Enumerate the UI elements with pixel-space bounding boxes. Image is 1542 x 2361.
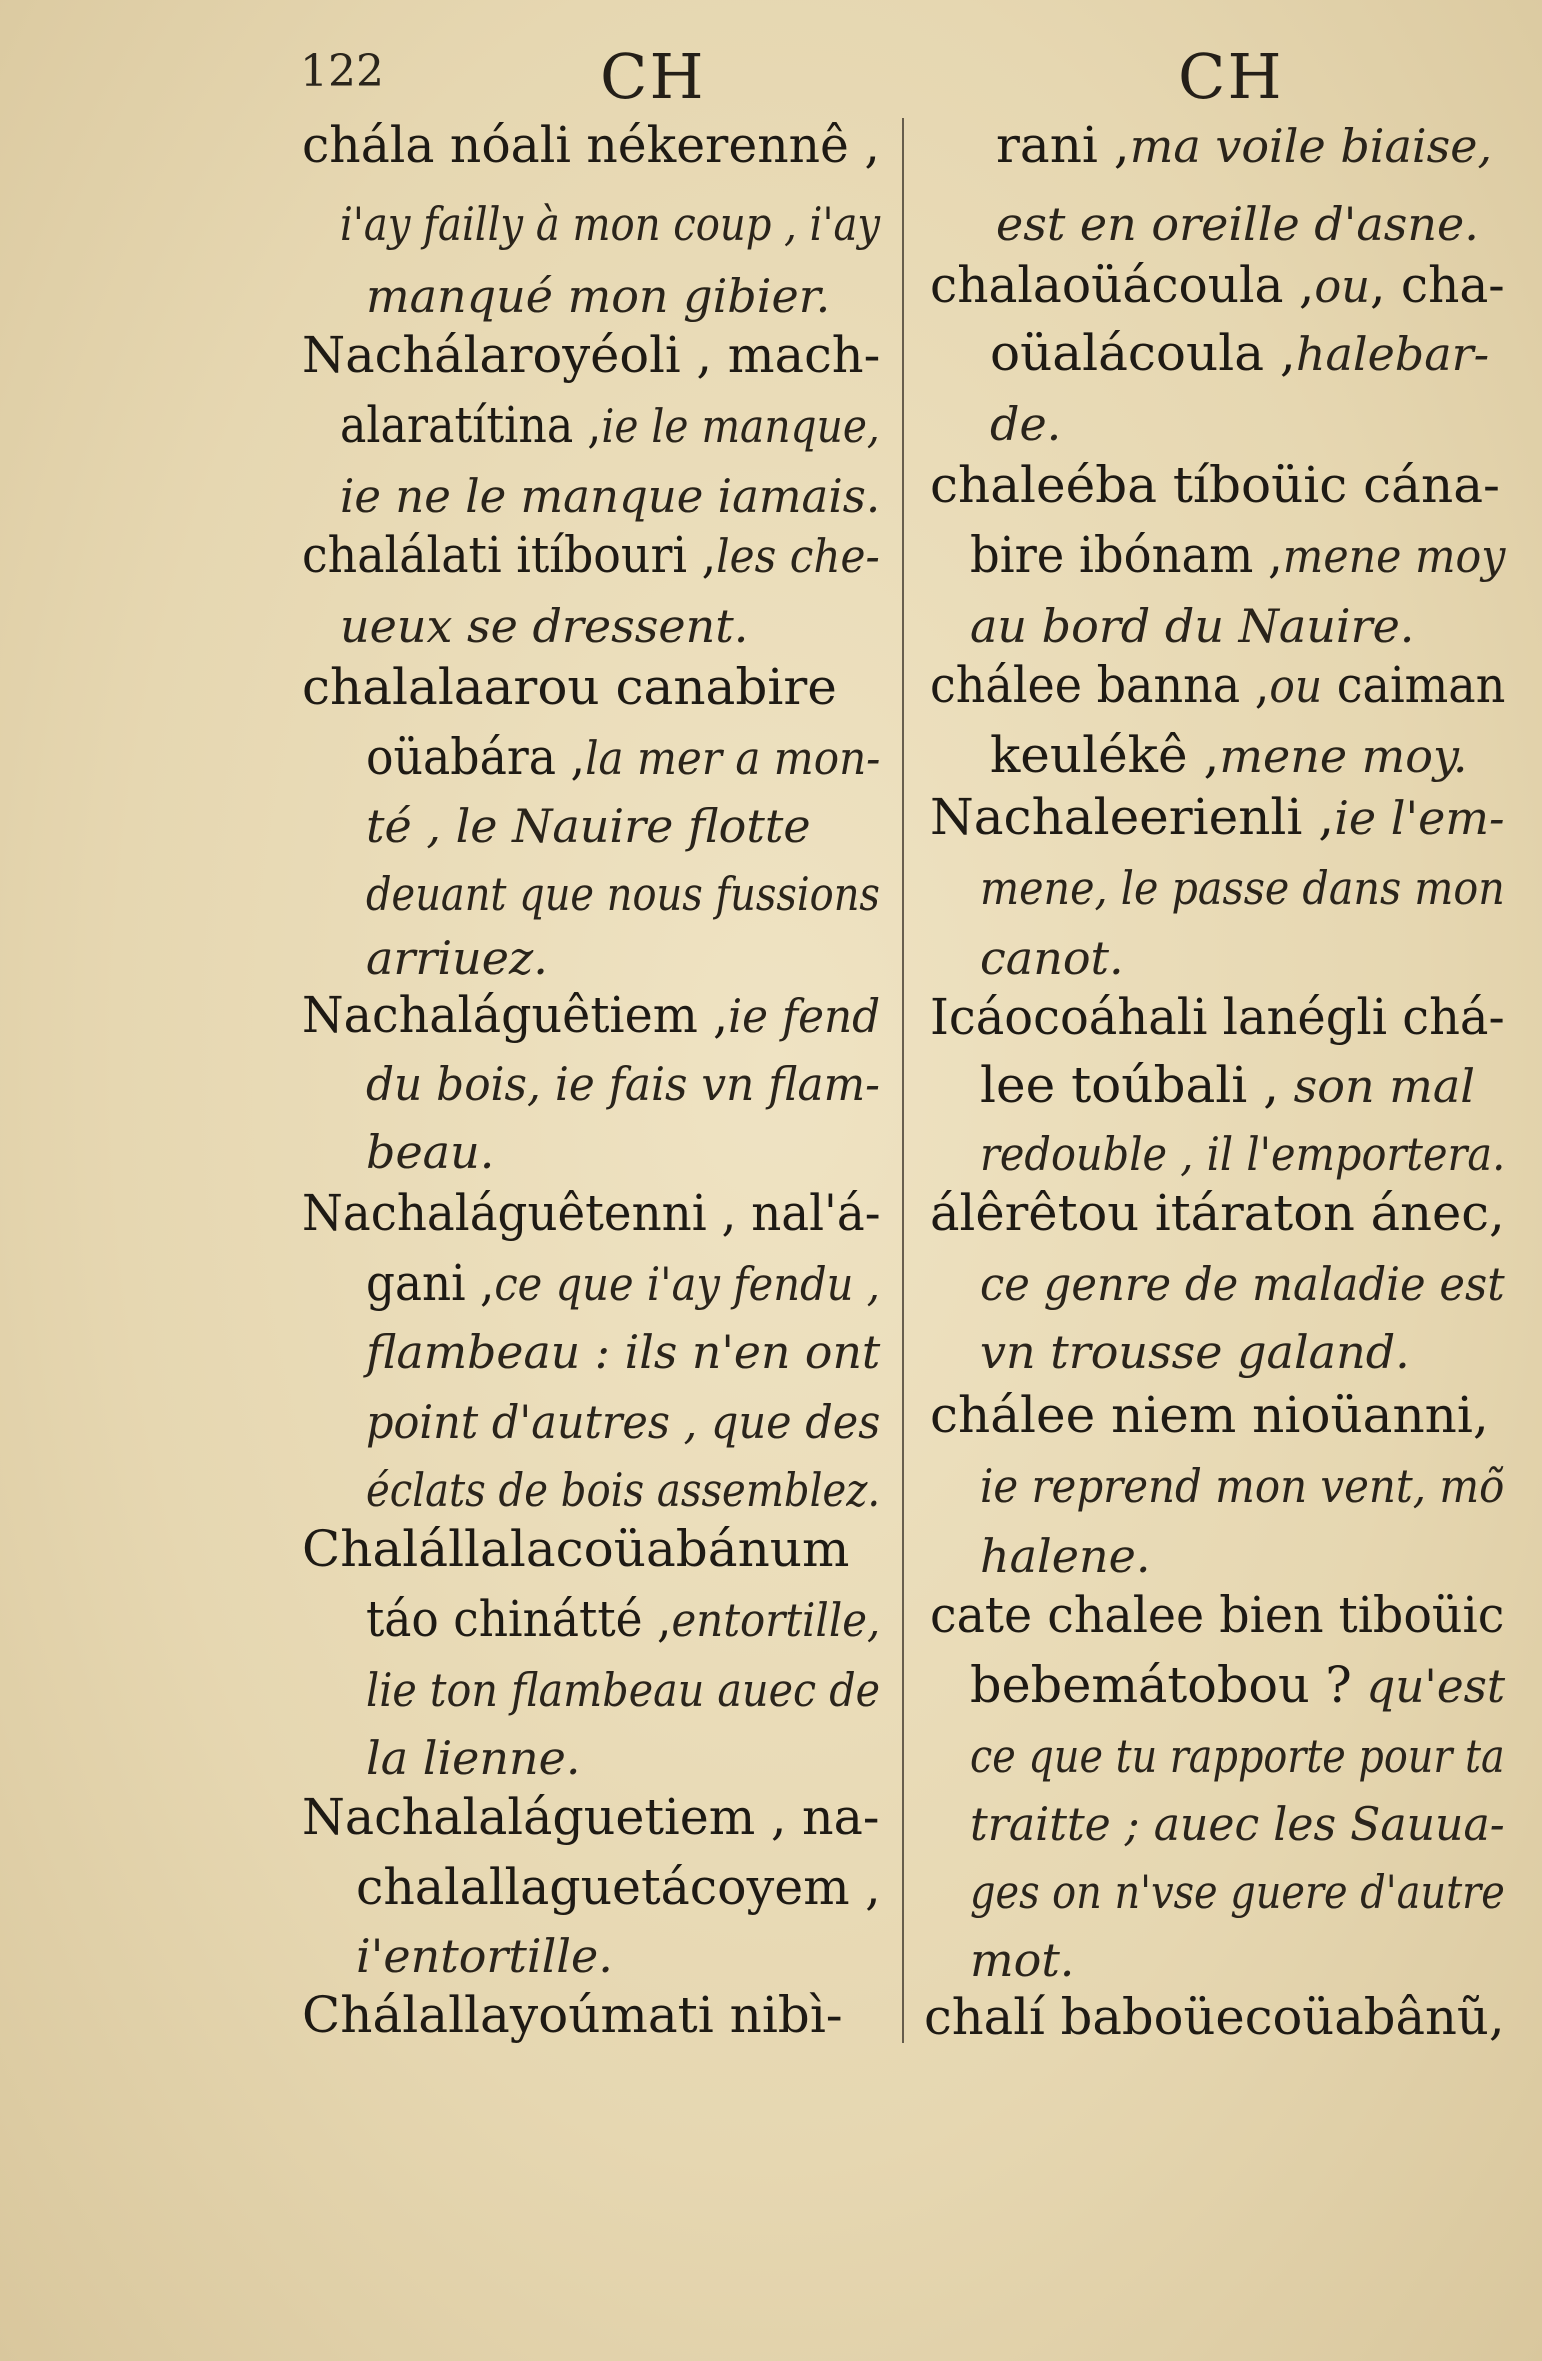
- italic-gloss: mene, le passe dans mon: [980, 861, 1505, 915]
- text-line: [366, 1463, 881, 1517]
- text-line: [366, 867, 880, 921]
- text-line: [970, 1865, 1505, 1919]
- italic-gloss: les che-: [716, 529, 880, 583]
- text-line: [970, 526, 1506, 584]
- italic-gloss: arriuez.: [366, 931, 548, 985]
- text-line: [980, 1257, 1505, 1311]
- italic-gloss: té , le Nauire flotte: [366, 799, 811, 853]
- italic-gloss: i'ay failly à mon coup , i'ay: [340, 197, 881, 251]
- left-running-head: CH: [600, 40, 706, 113]
- text-line: [366, 1395, 881, 1449]
- carib-text: Nachaleerienli ,: [930, 788, 1335, 846]
- italic-gloss: est en oreille d'asne.: [996, 197, 1479, 251]
- italic-gloss: ce genre de maladie est: [980, 1257, 1505, 1311]
- text-line: [980, 931, 1124, 985]
- text-line: [356, 1929, 613, 1983]
- italic-gloss: vn trousse galand.: [980, 1325, 1410, 1379]
- italic-gloss: ou: [1269, 659, 1323, 713]
- text-line: [930, 1586, 1505, 1644]
- carib-text: Nachaláguêtiem ,: [302, 986, 729, 1044]
- italic-gloss: ges on n'vse guere d'autre: [970, 1865, 1505, 1919]
- text-line: [366, 1057, 880, 1111]
- text-line: [924, 1988, 1505, 2046]
- text-line: [980, 1056, 1475, 1114]
- carib-text: Chalállalacoüabánum: [302, 1520, 850, 1578]
- carib-text: Icáocoáhali lanégli chá-: [930, 988, 1505, 1046]
- carib-text: lee toúbali ,: [980, 1056, 1280, 1114]
- text-line: [366, 1254, 880, 1312]
- text-line: [302, 1986, 843, 2044]
- carib-text: , cha-: [1370, 256, 1505, 314]
- page-number: 122: [300, 46, 384, 97]
- carib-text: Nachalaláguetiem , na-: [302, 1788, 880, 1846]
- text-line: [990, 397, 1062, 451]
- carib-text: chalí baboüecoüabânũ,: [924, 1988, 1505, 2046]
- text-line: [930, 456, 1500, 514]
- text-line: [302, 326, 881, 384]
- italic-gloss: deuant que nous fussions: [366, 867, 880, 921]
- italic-gloss: ce que tu rapporte pour ta: [970, 1729, 1505, 1783]
- carib-text: bire ibónam ,: [970, 526, 1283, 584]
- text-line: [990, 726, 1468, 784]
- text-line: [996, 197, 1479, 251]
- carib-text: Chálallayoúmati nibì-: [302, 1986, 843, 2044]
- text-line: [990, 324, 1490, 382]
- text-line: [930, 1184, 1505, 1242]
- text-line: [366, 931, 548, 985]
- text-line: [366, 269, 831, 323]
- carib-text: Nachaláguêtenni , nal'á-: [302, 1184, 881, 1242]
- carib-text: alaratítina ,: [340, 396, 602, 454]
- italic-gloss: de.: [990, 397, 1062, 451]
- text-line: [980, 1325, 1410, 1379]
- text-line: [970, 1656, 1506, 1714]
- text-line: [366, 1590, 881, 1648]
- italic-gloss: ie reprend mon vent, mõ: [980, 1459, 1505, 1513]
- text-line: [366, 799, 811, 853]
- italic-gloss: la mer a mon-: [585, 731, 881, 785]
- italic-gloss: ce que i'ay fendu ,: [494, 1257, 880, 1311]
- text-line: [980, 1529, 1151, 1583]
- carib-text: chalalaarou canabire: [302, 658, 837, 716]
- carib-text: gani ,: [366, 1254, 495, 1312]
- text-line: [340, 599, 749, 653]
- italic-gloss: ie fend: [728, 989, 881, 1043]
- text-line: [970, 1797, 1505, 1851]
- text-line: [970, 1729, 1505, 1783]
- italic-gloss: traitte ; auec les Sauua-: [970, 1797, 1505, 1851]
- text-line: [930, 988, 1505, 1046]
- carib-text: chalálati itíbouri ,: [302, 526, 717, 584]
- text-line: [302, 526, 880, 584]
- carib-text: chaleéba tíboüic cána-: [930, 456, 1500, 514]
- carib-text: oüabára ,: [366, 728, 586, 786]
- italic-gloss: entortille,: [671, 1593, 881, 1647]
- text-line: [930, 788, 1505, 846]
- carib-text: cate chalee bien tiboüic: [930, 1586, 1505, 1644]
- carib-text: chalallaguetácoyem ,: [356, 1858, 881, 1916]
- text-line: [340, 469, 881, 523]
- italic-gloss: manqué mon gibier.: [366, 269, 831, 323]
- carib-text: keulékê ,: [990, 726, 1220, 784]
- italic-gloss: i'entortille.: [356, 1929, 613, 1983]
- text-line: [970, 599, 1415, 653]
- text-line: [366, 1325, 881, 1379]
- carib-text: chalaoüácoula ,: [930, 256, 1315, 314]
- text-line: [366, 728, 881, 786]
- italic-gloss: halene.: [980, 1529, 1151, 1583]
- text-line: [996, 116, 1493, 174]
- italic-gloss: au bord du Nauire.: [970, 599, 1415, 653]
- text-line: [340, 396, 880, 454]
- italic-gloss: mene moy: [1282, 529, 1506, 583]
- text-line: [302, 1184, 881, 1242]
- text-line: [366, 1663, 881, 1717]
- carib-text: caiman: [1322, 656, 1506, 714]
- italic-gloss: ma voile biaise,: [1129, 119, 1493, 173]
- carib-text: Nachálaroyéoli , mach-: [302, 326, 881, 384]
- text-line: [980, 1127, 1506, 1181]
- carib-text: bebemátobou ?: [970, 1656, 1352, 1714]
- italic-gloss: éclats de bois assemblez.: [366, 1463, 881, 1517]
- right-running-head: CH: [1178, 40, 1284, 113]
- italic-gloss: mene moy.: [1219, 729, 1468, 783]
- carib-text: chála nóali nékerennê ,: [302, 116, 880, 174]
- italic-gloss: flambeau : ils n'en ont: [366, 1325, 881, 1379]
- italic-gloss: ie ne le manque iamais.: [340, 469, 881, 523]
- carib-text: oüalácoula ,: [990, 324, 1296, 382]
- text-line: [366, 1731, 581, 1785]
- text-line: [302, 1520, 850, 1578]
- italic-gloss: ie le manque,: [601, 399, 880, 453]
- text-line: [340, 197, 881, 251]
- text-line: [930, 1386, 1489, 1444]
- italic-gloss: redouble , il l'emportera.: [980, 1127, 1506, 1181]
- carib-text: álêrêtou itáraton ánec,: [930, 1184, 1505, 1242]
- italic-gloss: point d'autres , que des: [366, 1395, 881, 1449]
- carib-text: chálee niem nioüanni,: [930, 1386, 1489, 1444]
- text-line: [980, 861, 1505, 915]
- italic-gloss: ueux se dressent.: [340, 599, 749, 653]
- carib-text: táo chinátté ,: [366, 1590, 672, 1648]
- carib-text: rani ,: [996, 116, 1130, 174]
- text-line: [356, 1858, 881, 1916]
- text-line: [980, 1459, 1505, 1513]
- text-line: [970, 1933, 1075, 1987]
- text-line: [930, 256, 1505, 314]
- column-divider: [902, 118, 904, 2043]
- text-line: [302, 986, 881, 1044]
- italic-gloss: canot.: [980, 931, 1124, 985]
- italic-gloss: qu'est: [1351, 1659, 1506, 1713]
- italic-gloss: beau.: [366, 1125, 495, 1179]
- italic-gloss: mot.: [970, 1933, 1075, 1987]
- italic-gloss: lie ton flambeau auec de: [366, 1663, 881, 1717]
- italic-gloss: son mal: [1279, 1059, 1475, 1113]
- italic-gloss: halebar-: [1295, 327, 1490, 381]
- italic-gloss: ou: [1314, 259, 1371, 313]
- text-line: [302, 1788, 880, 1846]
- italic-gloss: ie l'em-: [1334, 791, 1505, 845]
- text-line: [302, 116, 880, 174]
- italic-gloss: du bois, ie fais vn flam-: [366, 1057, 880, 1111]
- text-line: [302, 658, 837, 716]
- carib-text: chálee banna ,: [930, 656, 1270, 714]
- text-line: [366, 1125, 495, 1179]
- italic-gloss: la lienne.: [366, 1731, 581, 1785]
- text-line: [930, 656, 1506, 714]
